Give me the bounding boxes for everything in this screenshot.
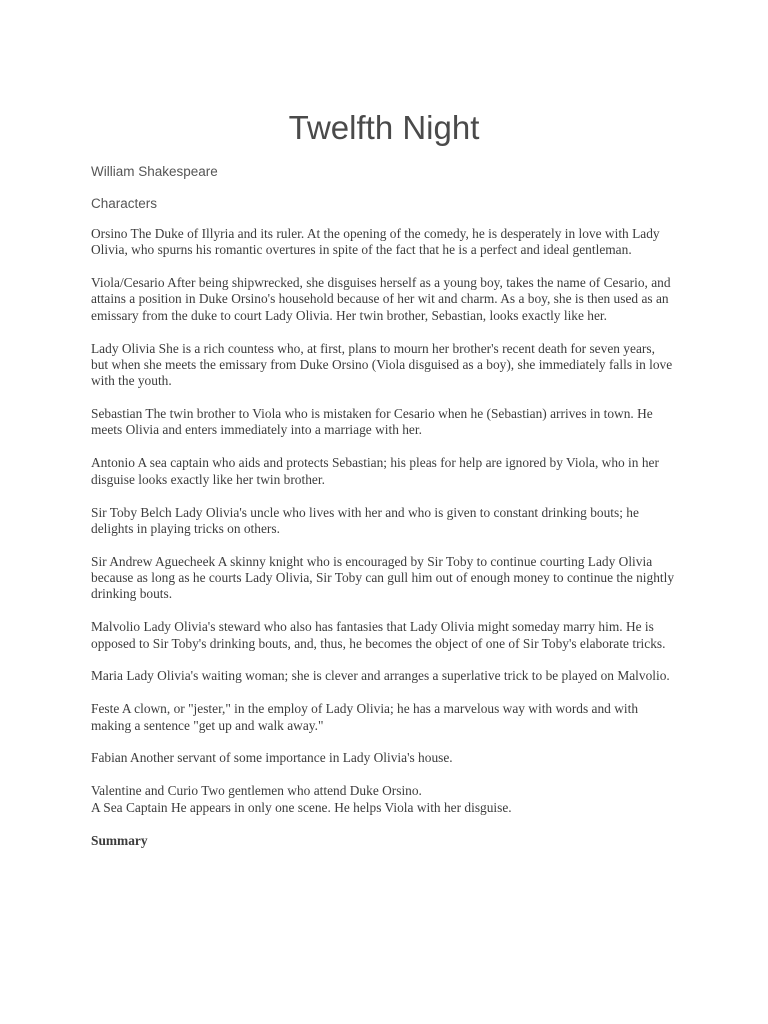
character-entry-orsino: Orsino The Duke of Illyria and its ruler. At the opening of the comedy, he is desperately in love with Lady Olivia, who spurns his romantic overtures in spite of the fact that he is a perfect and ideal gentleman. bbox=[91, 226, 660, 258]
document-title: Twelfth Night bbox=[288, 109, 480, 146]
character-entry-sir-toby: Sir Toby Belch Lady Olivia's uncle who lives with her and who is given to constant drinking bouts; he delights in playing tricks on others. bbox=[91, 504, 639, 536]
character-list bbox=[91, 226, 675, 865]
character-entry-sebastian: Sebastian The twin brother to Viola who is mistaken for Cesario when he (Sebastian) arrives in town. He meets Olivia and enters immediately into a marriage with her. bbox=[91, 406, 653, 438]
character-entry-maria: Maria Lady Olivia's waiting woman; she is clever and arranges a superlative trick to be played on Malvolio. bbox=[91, 668, 670, 684]
section-heading-summary: Summary bbox=[91, 832, 148, 848]
character-entry-valentine-curio: Valentine and Curio Two gentlemen who attend Duke Orsino. bbox=[91, 783, 422, 799]
character-entry-sea-captain: A Sea Captain He appears in only one scene. He helps Viola with her disguise. bbox=[91, 799, 512, 815]
character-entry-fabian: Fabian Another servant of some importance in Lady Olivia's house. bbox=[91, 750, 453, 766]
character-entry-malvolio: Malvolio Lady Olivia's steward who also has fantasies that Lady Olivia might someday marry him. He is opposed to Sir Toby's drinking bouts, and, thus, he becomes the object of one of Sir Toby's elaborate tricks. bbox=[91, 619, 666, 651]
character-entry-sir-andrew: Sir Andrew Aguecheek A skinny knight who is encouraged by Sir Toby to continue courting Lady Olivia because as long as he courts Lady Olivia, Sir Toby can gull him out of enough money to continue the nightly drinking bouts. bbox=[91, 553, 675, 602]
character-entry-viola: Viola/Cesario After being shipwrecked, she disguises herself as a young boy, takes the name of Cesario, and attains a position in Duke Orsino's household because of her wit and charm. As a boy, she is then used as an emissary from the duke to court Lady Olivia. Her twin brother, Sebastian, looks exactly like her. bbox=[91, 275, 671, 323]
section-heading-characters: Characters bbox=[91, 196, 158, 211]
character-entry-antonio: Antonio A sea captain who aids and protects Sebastian; his pleas for help are ignored by Viola, who in her disguise looks exactly like her twin brother. bbox=[91, 455, 659, 487]
author-line: William Shakespeare bbox=[91, 164, 218, 179]
character-entry-olivia: Lady Olivia She is a rich countess who, at first, plans to mourn her brother's recent death for seven years, but when she meets the emissary from Duke Orsino (Viola disguised as a boy), she immediately falls in love with the youth. bbox=[91, 340, 673, 389]
character-entry-feste: Feste A clown, or "jester," in the employ of Lady Olivia; he has a marvelous way with words and with making a sentence "get up and walk away." bbox=[91, 701, 639, 733]
